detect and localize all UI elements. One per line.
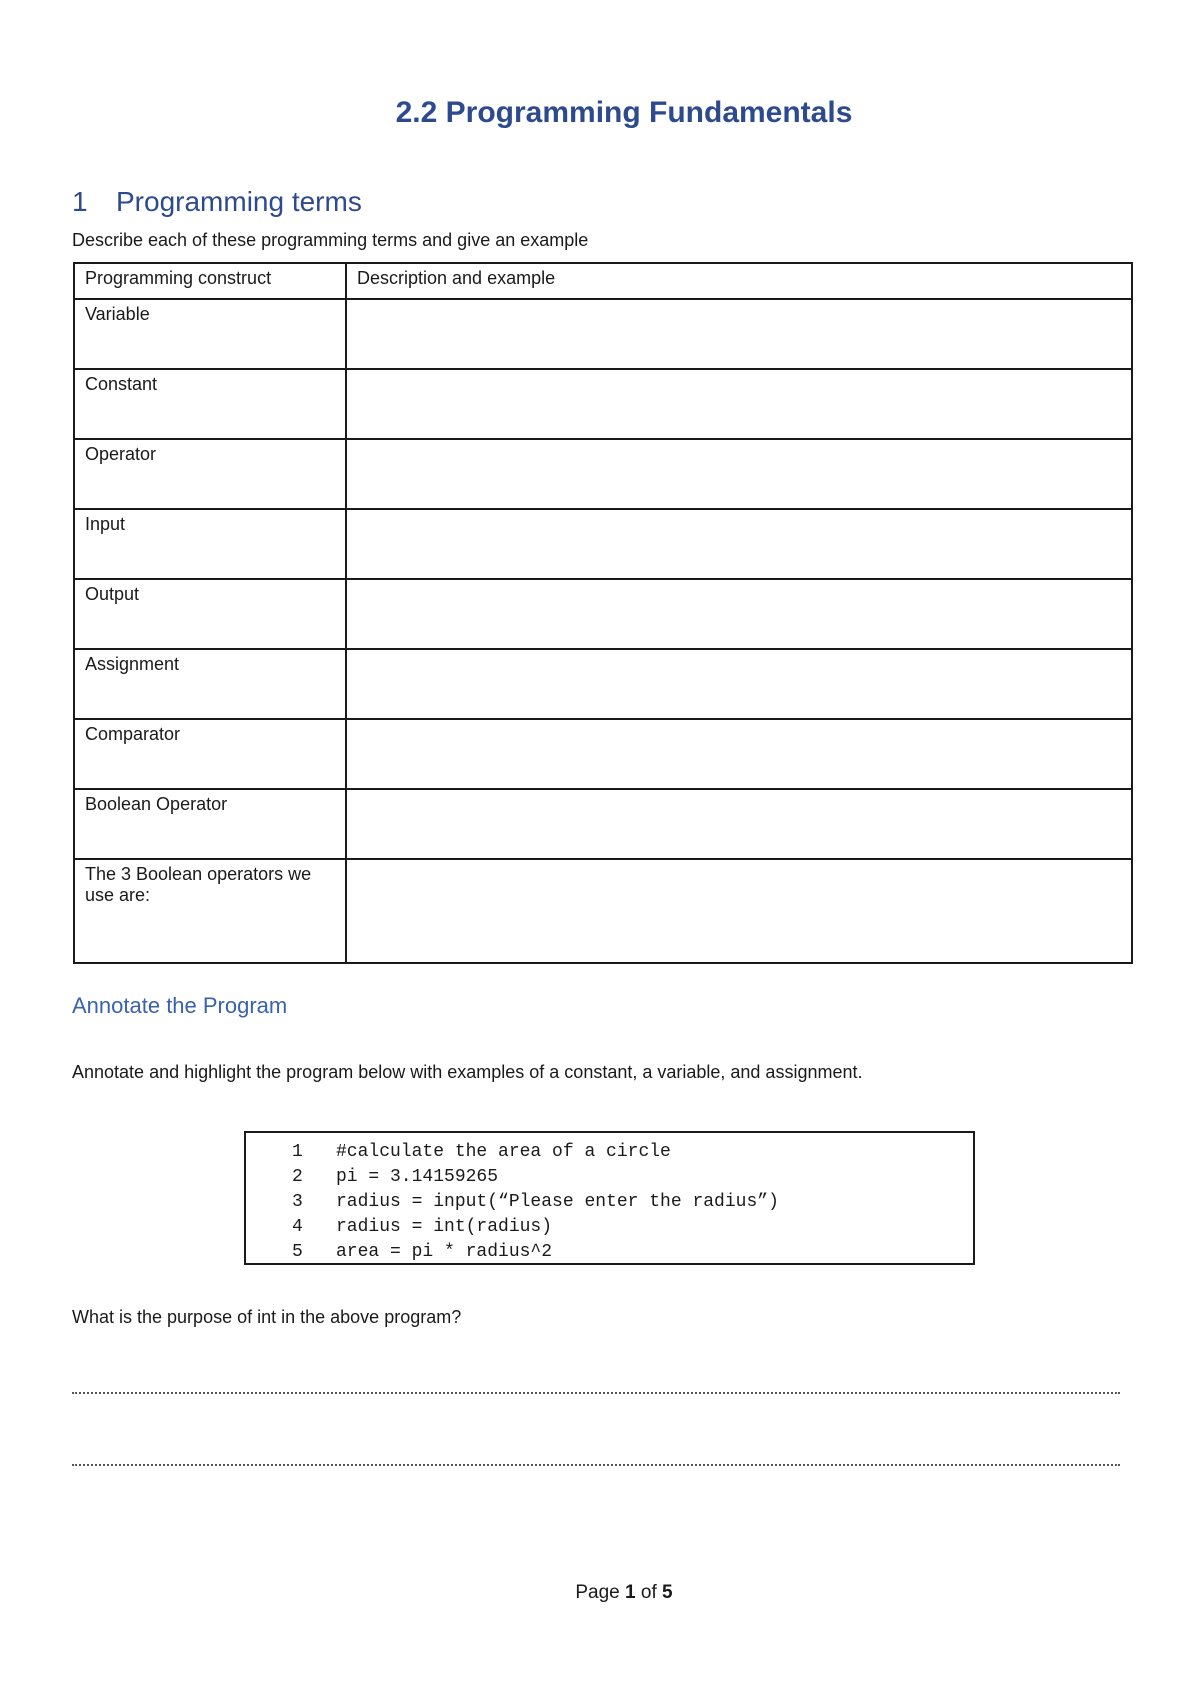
table-header-description: Description and example [346, 263, 1132, 299]
table-row [74, 859, 1132, 963]
term-comparator: Comparator [74, 719, 346, 789]
description-cell[interactable] [346, 859, 1132, 963]
code-line [292, 1165, 973, 1190]
footer-page-total: 5 [662, 1582, 673, 1603]
term-input: Input [74, 509, 346, 579]
table-header-construct: Programming construct [74, 263, 346, 299]
description-cell[interactable] [346, 789, 1132, 859]
description-cell[interactable] [346, 509, 1132, 579]
code-text: pi = 3.14159265 [336, 1167, 499, 1187]
footer-page-number: 1 [625, 1582, 636, 1603]
footer-of: of [640, 1582, 657, 1603]
term-constant: Constant [74, 369, 346, 439]
code-line [292, 1240, 973, 1265]
section-number: 1 [72, 186, 88, 217]
line-number: 2 [292, 1167, 303, 1187]
line-number: 4 [292, 1217, 303, 1237]
section-instruction: Describe each of these programming terms and give an example [72, 230, 589, 250]
question-text: What is the purpose of int in the above program? [72, 1307, 462, 1327]
annotate-heading: Annotate the Program [72, 993, 288, 1018]
term-three-boolean-operators: The 3 Boolean operators we use are: [74, 859, 346, 963]
table-row [74, 579, 1132, 649]
annotate-instruction: Annotate and highlight the program below with examples of a constant, a variable, and assignment. [72, 1062, 863, 1082]
line-number: 5 [292, 1242, 303, 1262]
code-text: #calculate the area of a circle [336, 1142, 671, 1162]
answer-line[interactable] [72, 1392, 1120, 1394]
page-footer [0, 1582, 1200, 1604]
code-line [292, 1190, 973, 1215]
table-row [74, 649, 1132, 719]
code-line [292, 1215, 973, 1240]
table-row [74, 789, 1132, 859]
page-title: 2.2 Programming Fundamentals [395, 96, 853, 129]
table-row [74, 439, 1132, 509]
answer-line[interactable] [72, 1464, 1120, 1466]
table-row [74, 369, 1132, 439]
description-cell[interactable] [346, 299, 1132, 369]
table-row [74, 509, 1132, 579]
code-text: area = pi * radius^2 [336, 1242, 553, 1262]
code-line [292, 1140, 973, 1165]
description-cell[interactable] [346, 369, 1132, 439]
code-listing [244, 1131, 975, 1265]
term-assignment: Assignment [74, 649, 346, 719]
line-number: 1 [292, 1142, 303, 1162]
table-header-row [74, 263, 1132, 299]
programming-terms-table [73, 262, 1133, 964]
description-cell[interactable] [346, 579, 1132, 649]
term-operator: Operator [74, 439, 346, 509]
table-row [74, 299, 1132, 369]
section-heading [72, 186, 362, 218]
description-cell[interactable] [346, 719, 1132, 789]
section-title: Programming terms [116, 186, 362, 217]
description-cell[interactable] [346, 439, 1132, 509]
table-row [74, 719, 1132, 789]
term-boolean-operator: Boolean Operator [74, 789, 346, 859]
footer-prefix: Page [575, 1582, 620, 1603]
code-text: radius = input(“Please enter the radius”) [336, 1192, 779, 1212]
term-output: Output [74, 579, 346, 649]
description-cell[interactable] [346, 649, 1132, 719]
code-text: radius = int(radius) [336, 1217, 553, 1237]
term-variable: Variable [74, 299, 346, 369]
line-number: 3 [292, 1192, 303, 1212]
